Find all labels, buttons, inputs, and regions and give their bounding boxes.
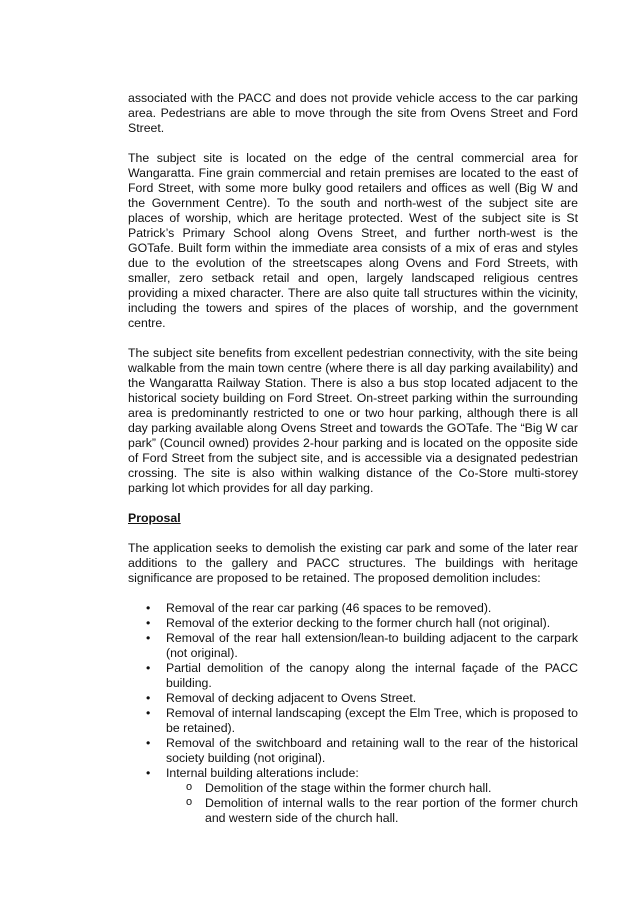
paragraph-access: associated with the PACC and does not provide vehicle access to the car parking area. Pedestrians are able to move through the site from Ovens Street and Ford Street.: [128, 91, 578, 135]
demolition-list: [128, 601, 578, 826]
sub-list-item: o Demolition of the stage within the former church hall.: [166, 781, 578, 796]
list-item: • Removal of the exterior decking to the former church hall (not original).: [128, 616, 578, 631]
list-item: • Removal of decking adjacent to Ovens Street.: [128, 691, 578, 706]
proposal-intro: The application seeks to demolish the existing car park and some of the later rear additions to the gallery and PACC structures. The buildings with heritage significance are proposed to be retained. The proposed demolition includes:: [128, 541, 578, 585]
document-page: [128, 91, 578, 826]
list-item: • Removal of the rear hall extension/lean-to building adjacent to the carpark (not original).: [128, 631, 578, 661]
internal-alterations-sublist: [166, 781, 578, 826]
list-item: • Partial demolition of the canopy along the internal façade of the PACC building.: [128, 661, 578, 691]
paragraph-site-location: The subject site is located on the edge of the central commercial area for Wangaratta. Fine grain commercial and retain premises are located to the east of Ford Street, with some more bulky good retailers and offices as well (Big W and the Government Centre). To the south and north-west of the subject site are places of worship, which are heritage protected. West of the subject site is St Patrick’s Primary School along Ovens Street, and further north-west is the GOTafe. Built form within the immediate area consists of a mix of eras and styles due to the evolution of the streetscapes along Ovens and Ford Streets, with smaller, zero setback retail and open, largely landscaped religious centres providing a mixed character. There are also quite tall structures within the vicinity, including the towers and spires of the places of worship, and the government centre.: [128, 151, 578, 330]
proposal-heading: Proposal: [128, 511, 181, 525]
list-item-label: Internal building alterations include:: [166, 766, 359, 780]
paragraph-connectivity: The subject site benefits from excellent pedestrian connectivity, with the site being walkable from the main town centre (where there is all day parking availability) and the Wangaratta Railway Station. There is also a bus stop located adjacent to the historical society building on Ford Street. On-street parking within the surrounding area is predominantly restricted to one or two hour parking, although there is all day parking available along Ovens Street and towards the GOTafe. The “Big W car park” (Council owned) provides 2-hour parking and is located on the opposite side of Ford Street from the subject site, and is accessible via a designated pedestrian crossing. The site is also within walking distance of the Co-Store multi-storey parking lot which provides for all day parking.: [128, 346, 578, 495]
list-item-internal-alterations: [128, 766, 578, 826]
sub-list-item: o Demolition of internal walls to the rear portion of the former church and western side of the church hall.: [166, 796, 578, 826]
list-item: • Removal of the rear car parking (46 spaces to be removed).: [128, 601, 578, 616]
list-item: • Removal of the switchboard and retaining wall to the rear of the historical society building (not original).: [128, 736, 578, 766]
list-item: • Removal of internal landscaping (except the Elm Tree, which is proposed to be retained).: [128, 706, 578, 736]
